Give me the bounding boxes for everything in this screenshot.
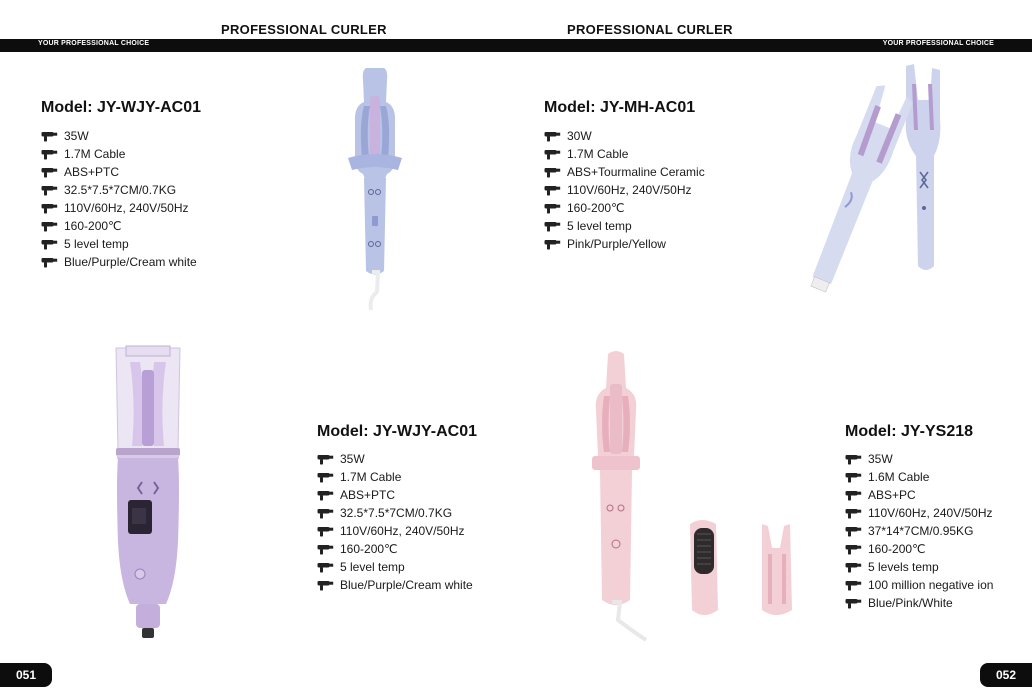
- model-title: Model: JY-YS218: [845, 423, 974, 440]
- model-title: Model: JY-WJY-AC01: [317, 423, 478, 440]
- hair-dryer-icon: [845, 598, 862, 609]
- spec-item: 5 levels temp: [845, 558, 993, 576]
- page-number: 051: [0, 663, 52, 687]
- spec-item: 5 level temp: [544, 217, 705, 235]
- hair-dryer-icon: [41, 149, 58, 160]
- spec-item: 1.7M Cable: [544, 145, 705, 163]
- hair-dryer-icon: [41, 131, 58, 142]
- spec-item: 110V/60Hz, 240V/50Hz: [845, 504, 993, 522]
- header-tagline: YOUR PROFESSIONAL CHOICE: [38, 40, 150, 47]
- hair-dryer-icon: [544, 203, 561, 214]
- spec-item: 110V/60Hz, 240V/50Hz: [544, 181, 705, 199]
- spec-item: 32.5*7.5*7CM/0.7KG: [41, 181, 197, 199]
- spec-item: 160-200℃: [317, 540, 473, 558]
- hair-dryer-icon: [41, 167, 58, 178]
- spec-item: 100 million negative ion: [845, 576, 993, 594]
- spec-item: 5 level temp: [41, 235, 197, 253]
- spec-item: 160-200℃: [544, 199, 705, 217]
- hair-dryer-icon: [317, 454, 334, 465]
- header-bar: [0, 39, 516, 52]
- hair-dryer-icon: [41, 257, 58, 268]
- hair-dryer-icon: [41, 221, 58, 232]
- hair-dryer-icon: [317, 580, 334, 591]
- hair-dryer-icon: [317, 490, 334, 501]
- spec-item: 5 level temp: [317, 558, 473, 576]
- spec-list: [544, 127, 705, 253]
- model-title: Model: JY-MH-AC01: [544, 99, 696, 116]
- spec-item: Pink/Purple/Yellow: [544, 235, 705, 253]
- hair-dryer-icon: [845, 544, 862, 555]
- hair-dryer-icon: [317, 562, 334, 573]
- hair-dryer-icon: [845, 508, 862, 519]
- curler-blue-image: [340, 66, 410, 316]
- spec-list: [317, 450, 473, 594]
- header-title: PROFESSIONAL CURLER: [567, 22, 733, 37]
- curler-dual-image: [788, 60, 958, 310]
- hair-dryer-icon: [41, 203, 58, 214]
- hair-dryer-icon: [41, 239, 58, 250]
- header-tagline: YOUR PROFESSIONAL CHOICE: [882, 40, 994, 47]
- hair-dryer-icon: [544, 185, 561, 196]
- header-bar: [516, 39, 1032, 52]
- hair-dryer-icon: [544, 239, 561, 250]
- curler-pink-set-image: [586, 348, 806, 644]
- hair-dryer-icon: [544, 221, 561, 232]
- spec-item: 160-200℃: [845, 540, 993, 558]
- spec-item: 1.7M Cable: [41, 145, 197, 163]
- hair-dryer-icon: [317, 472, 334, 483]
- spec-item: 35W: [317, 450, 473, 468]
- spec-item: 35W: [845, 450, 993, 468]
- spec-item: 30W: [544, 127, 705, 145]
- hair-dryer-icon: [845, 472, 862, 483]
- spec-list: [41, 127, 197, 271]
- spec-item: ABS+PTC: [41, 163, 197, 181]
- hair-dryer-icon: [845, 562, 862, 573]
- hair-dryer-icon: [544, 167, 561, 178]
- spec-item: 1.7M Cable: [317, 468, 473, 486]
- spec-item: 110V/60Hz, 240V/50Hz: [41, 199, 197, 217]
- hair-dryer-icon: [317, 544, 334, 555]
- spec-item: 32.5*7.5*7CM/0.7KG: [317, 504, 473, 522]
- hair-dryer-icon: [41, 185, 58, 196]
- spec-item: 35W: [41, 127, 197, 145]
- hair-dryer-icon: [845, 580, 862, 591]
- spec-item: 37*14*7CM/0.95KG: [845, 522, 993, 540]
- hair-dryer-icon: [317, 508, 334, 519]
- spec-item: ABS+PTC: [317, 486, 473, 504]
- page-right: [516, 0, 1032, 700]
- spec-item: Blue/Pink/White: [845, 594, 993, 612]
- spec-item: ABS+Tourmaline Ceramic: [544, 163, 705, 181]
- page-number: 052: [980, 663, 1032, 687]
- spec-item: 110V/60Hz, 240V/50Hz: [317, 522, 473, 540]
- spec-list: [845, 450, 993, 612]
- hair-dryer-icon: [845, 526, 862, 537]
- spec-item: ABS+PC: [845, 486, 993, 504]
- hair-dryer-icon: [845, 454, 862, 465]
- hair-dryer-icon: [845, 490, 862, 501]
- hair-dryer-icon: [544, 149, 561, 160]
- spec-item: Blue/Purple/Cream white: [317, 576, 473, 594]
- spec-item: 1.6M Cable: [845, 468, 993, 486]
- spec-item: Blue/Purple/Cream white: [41, 253, 197, 271]
- curler-purple-image: [108, 342, 188, 642]
- spec-item: 160-200℃: [41, 217, 197, 235]
- header-title: PROFESSIONAL CURLER: [221, 22, 387, 37]
- hair-dryer-icon: [544, 131, 561, 142]
- model-title: Model: JY-WJY-AC01: [41, 99, 202, 116]
- hair-dryer-icon: [317, 526, 334, 537]
